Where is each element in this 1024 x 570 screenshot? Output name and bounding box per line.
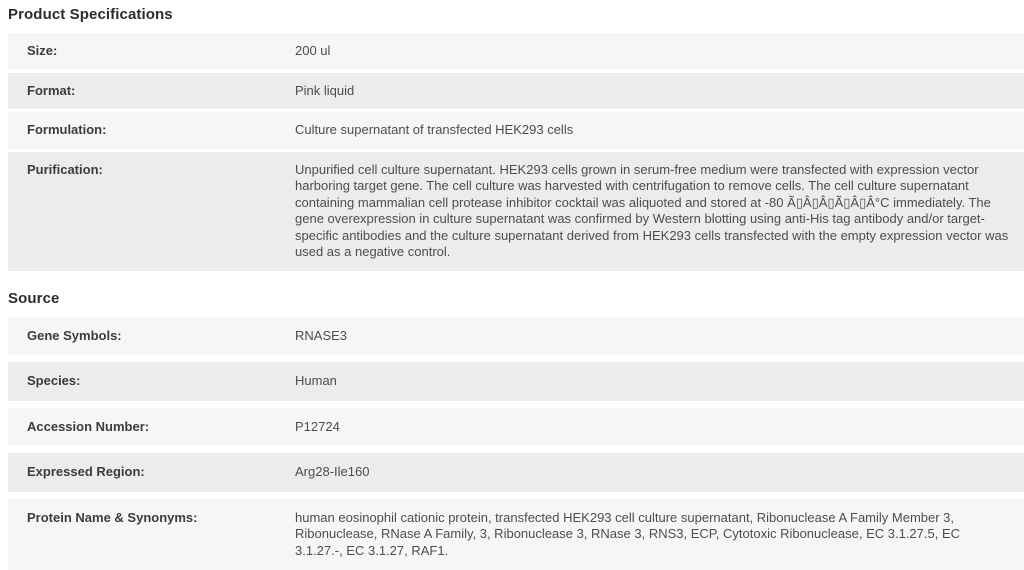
spec-row-label: Gene Symbols: — [27, 328, 295, 345]
spec-row — [8, 317, 1024, 356]
spec-row-label: Formulation: — [27, 122, 295, 139]
spec-row-label: Purification: — [27, 162, 295, 179]
product-specifications-table — [8, 33, 1024, 271]
product-specifications-heading: Product Specifications — [8, 6, 1024, 24]
spec-row — [8, 453, 1024, 492]
spec-row — [8, 362, 1024, 401]
spec-row-value: Human — [295, 373, 1010, 390]
spec-row-label: Species: — [27, 373, 295, 390]
spec-row — [8, 152, 1024, 271]
spec-row-value: human eosinophil cationic protein, transfected HEK293 cell culture supernatant, Ribonuclease A Family Member 3, Ribonuclease, RNase A Family, 3, Ribonuclease 3, RNase 3, RNS3, ECP, Cytotoxic Ribonuclease, EC 3.1.27.5, EC 3.1.27.-, EC 3.1.27, RAF1. — [295, 510, 1010, 560]
source-table — [8, 317, 1024, 570]
source-heading: Source — [8, 290, 1024, 308]
spec-row — [8, 33, 1024, 70]
spec-row-label: Size: — [27, 43, 295, 60]
source-section — [0, 290, 1024, 570]
spec-row-value: Arg28-Ile160 — [295, 464, 1010, 481]
spec-row-value: Pink liquid — [295, 83, 1010, 100]
spec-row — [8, 112, 1024, 149]
spec-row-value: Culture supernatant of transfected HEK293 cells — [295, 122, 1010, 139]
spec-row-value: Unpurified cell culture supernatant. HEK293 cells grown in serum-free medium were transfected with expression vector harboring target gene. The cell culture was harvested with centrifugation to remove cells. The cell culture supernatant containing mammalian cell protease inhibitor cocktail was aliquoted and stored at -80 Ã▯Â▯Â▯Ã▯Â▯Â°C immediately. The gene overexpression in culture supernatant was confirmed by Western blotting using anti-His tag antibody and/or target-specific antibodies and the culture supernatant derived from HEK293 cells transfected with the empty expression vector was used as a negative control. — [295, 162, 1010, 261]
spec-row-label: Accession Number: — [27, 419, 295, 436]
product-specifications-section — [0, 6, 1024, 271]
spec-row-label: Format: — [27, 83, 295, 100]
spec-row-value: 200 ul — [295, 43, 1010, 60]
spec-row — [8, 73, 1024, 110]
spec-row — [8, 499, 1024, 570]
spec-row-value: P12724 — [295, 419, 1010, 436]
spec-row-label: Expressed Region: — [27, 464, 295, 481]
spec-row-label: Protein Name & Synonyms: — [27, 510, 295, 527]
spec-row — [8, 408, 1024, 447]
spec-row-value: RNASE3 — [295, 328, 1010, 345]
